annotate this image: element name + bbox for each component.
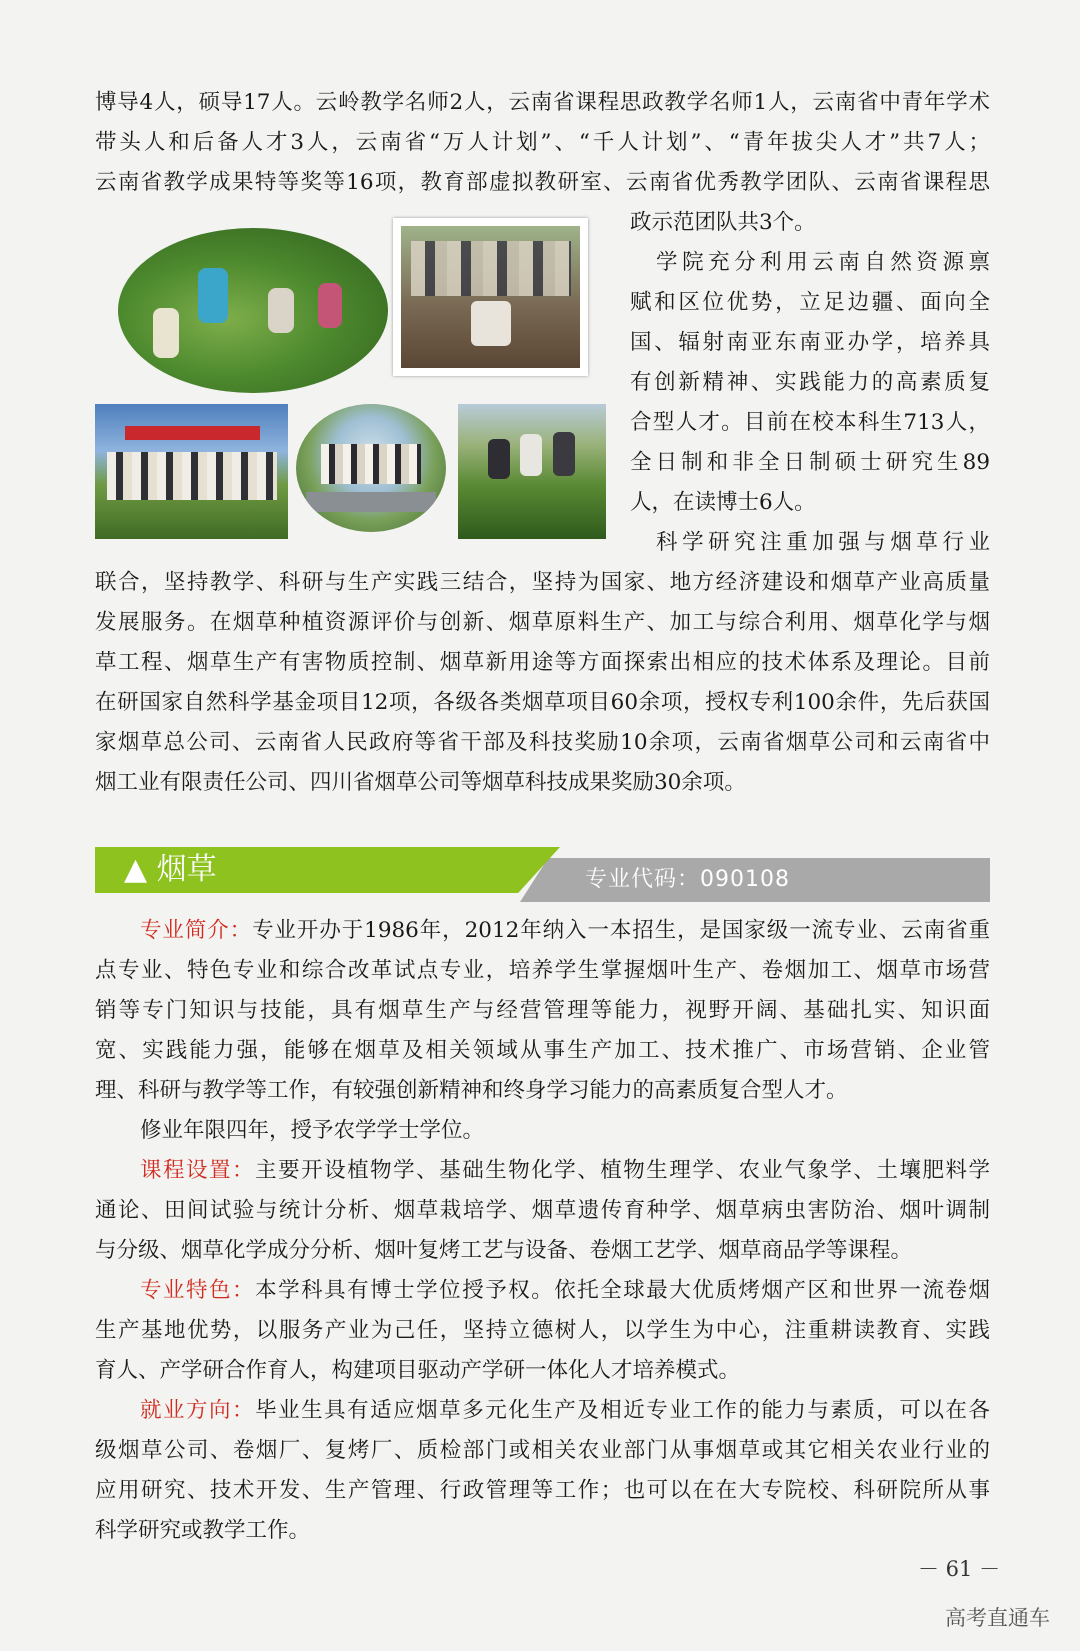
photo-road-group — [296, 404, 446, 532]
duration-line: 修业年限四年，授予农学学士学位。 — [140, 1118, 485, 1143]
side-line: 国、辐射南亚东南亚办学，培养具 — [630, 330, 990, 355]
photo-field-group — [393, 218, 588, 376]
body-line: 草工程、烟草生产有害物质控制、烟草新用途等方面探索出相应的技术体系及理论。目前 — [95, 650, 990, 675]
photo-tobacco-harvest — [118, 228, 388, 393]
body-line: 云南省教学成果特等奖等16项，教育部虚拟教研室、云南省优秀教学团队、云南省课程思 — [95, 170, 990, 195]
body-line: 科学研究或教学工作。 — [95, 1518, 311, 1543]
photo-tobacco-field — [458, 404, 606, 539]
body-line: 宽、实践能力强，能够在烟草及相关领域从事生产加工、技术推广、市场营销、企业管 — [95, 1038, 990, 1063]
side-line: 学院充分利用云南自然资源禀 — [630, 250, 990, 275]
body-line: 生产基地优势，以服务产业为己任，坚持立德树人，以学生为中心，注重耕读教育、实践 — [95, 1318, 990, 1343]
features-first-line: 专业特色：本学科具有博士学位授予权。依托全球最大优质烤烟产区和世界一流卷烟 — [140, 1278, 990, 1303]
side-line: 合型人才。目前在校本科生713人， — [630, 410, 990, 435]
side-line: 人，在读博士6人。 — [630, 490, 816, 515]
intro-label: 专业简介： — [140, 918, 253, 943]
body-line: 联合，坚持教学、科研与生产实践三结合，坚持为国家、地方经济建设和烟草产业高质量 — [95, 570, 990, 595]
courses-label: 课程设置： — [140, 1158, 256, 1183]
employment-first-line: 就业方向：毕业生具有适应烟草多元化生产及相近专业工作的能力与素质，可以在各 — [140, 1398, 990, 1423]
body-line: 与分级、烟草化学成分分析、烟叶复烤工艺与设备、卷烟工艺学、烟草商品学等课程。 — [95, 1238, 913, 1263]
body-line: 博导4人，硕导17人。云岭教学名师2人，云南省课程思政教学名师1人，云南省中青年学术 — [95, 90, 990, 115]
photo-banner-group — [95, 404, 288, 539]
major-code: 专业代码：090108 — [585, 867, 790, 892]
body-line: 在研国家自然科学基金项目12项，各级各类烟草项目60余项，授权专利100余件，先后获国 — [95, 690, 990, 715]
body-line: 烟工业有限责任公司、四川省烟草公司等烟草科技成果奖励30余项。 — [95, 770, 746, 795]
body-line: 带头人和后备人才3人，云南省“万人计划”、“千人计划”、“青年拔尖人才”共7人； — [95, 130, 990, 155]
employment-label: 就业方向： — [140, 1398, 256, 1423]
body-line: 家烟草总公司、云南省人民政府等省干部及科技奖励10余项，云南省烟草公司和云南省中 — [95, 730, 990, 755]
body-line: 通论、田间试验与统计分析、烟草栽培学、烟草遗传育种学、烟草病虫害防治、烟叶调制 — [95, 1198, 990, 1223]
section-title: ▲ 烟草 — [124, 852, 217, 887]
side-line: 科学研究注重加强与烟草行业 — [630, 530, 990, 555]
body-line: 点专业、特色专业和综合改革试点专业，培养学生掌握烟叶生产、卷烟加工、烟草市场营 — [95, 958, 990, 983]
courses-first-line: 课程设置：主要开设植物学、基础生物化学、植物生理学、农业气象学、土壤肥料学 — [140, 1158, 990, 1183]
side-line: 赋和区位优势，立足边疆、面向全 — [630, 290, 990, 315]
features-label: 专业特色： — [140, 1278, 256, 1303]
side-line: 政示范团队共3个。 — [630, 210, 816, 235]
body-line: 发展服务。在烟草种植资源评价与创新、烟草原料生产、加工与综合利用、烟草化学与烟 — [95, 610, 990, 635]
body-line: 理、科研与教学等工作，有较强创新精神和终身学习能力的高素质复合型人才。 — [95, 1078, 848, 1103]
side-line: 有创新精神、实践能力的高素质复 — [630, 370, 990, 395]
side-line: 全日制和非全日制硕士研究生89 — [630, 450, 990, 475]
body-line: 级烟草公司、卷烟厂、复烤厂、质检部门或相关农业部门从事烟草或其它相关农业行业的 — [95, 1438, 990, 1463]
intro-first-line: 专业简介：专业开办于1986年，2012年纳入一本招生，是国家级一流专业、云南省重 — [140, 918, 990, 943]
body-line: 销等专门知识与技能，具有烟草生产与经营管理等能力，视野开阔、基础扎实、知识面 — [95, 998, 990, 1023]
watermark: 高考直通车 — [945, 1606, 1050, 1630]
body-line: 育人、产学研合作育人，构建项目驱动产学研一体化人才培养模式。 — [95, 1358, 741, 1383]
body-line: 应用研究、技术开发、生产管理、行政管理等工作；也可以在在大专院校、科研院所从事 — [95, 1478, 990, 1503]
page-number: － 61 － — [918, 1557, 1001, 1581]
